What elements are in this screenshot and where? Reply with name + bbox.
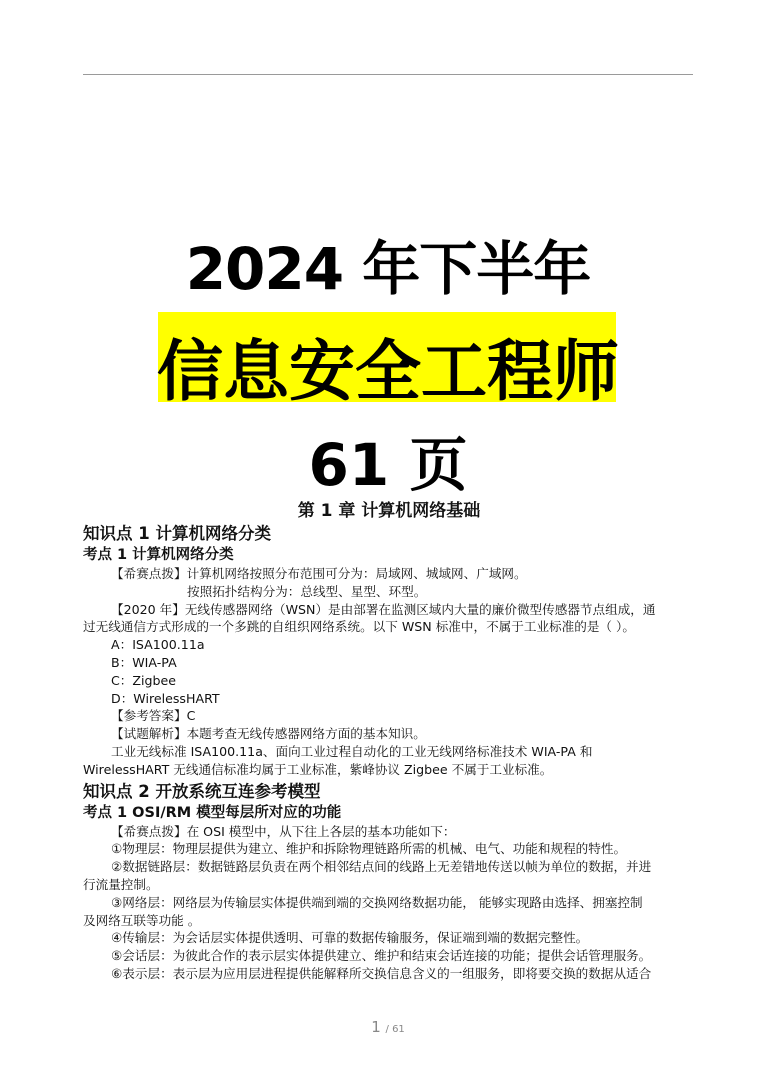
paragraph-line: 行流量控制。	[83, 876, 159, 892]
paragraph-line: ②数据链路层：数据链路层负责在两个相邻结点间的线路上无差错地传送以帧为单位的数据，并进	[111, 859, 652, 875]
paragraph-line: 【2020 年】无线传感器网络（WSN）是由部署在监测区域内大量的廉价微型传感器节点组成，通	[111, 601, 656, 617]
paragraph-line: ①物理层：物理层提供为建立、维护和拆除物理链路所需的机械、电气、功能和规程的特性。	[111, 841, 627, 857]
option-c: C：Zigbee	[111, 672, 176, 688]
current-page: 1	[371, 1018, 381, 1036]
header-divider	[83, 74, 693, 75]
paragraph-line: 及网络互联等功能 。	[83, 912, 201, 928]
paragraph-line: ⑥表示层：表示层为应用层进程提供能解释所交换信息含义的一组服务，即将要交换的数据从适合	[111, 965, 652, 981]
cover-year-title: 2024 年下半年	[185, 235, 591, 303]
cover-main-title: 信息安全工程师	[157, 333, 619, 410]
paragraph-line: 【希赛点拨】在 OSI 模型中，从下往上各层的基本功能如下：	[111, 823, 456, 839]
paragraph-line: ⑤会话层：为彼此合作的表示层实体提供建立、维护和结束会话连接的功能；提供会话管理服务。	[111, 948, 652, 964]
answer-line: 【参考答案】C	[111, 708, 196, 724]
section-heading: 知识点 2 开放系统互连参考模型	[83, 781, 321, 801]
paragraph-line: ④传输层：为会话层实体提供透明、可靠的数据传输服务，保证端到端的数据完整性。	[111, 930, 589, 946]
cover-page-count: 61 页	[308, 431, 468, 499]
analysis-line: 【试题解析】本题考查无线传感器网络方面的基本知识。	[111, 726, 426, 742]
chapter-heading: 第 1 章 计算机网络基础	[297, 501, 481, 521]
paragraph-line: 工业无线标准 ISA100.11a、面向工业过程自动化的工业无线网络标准技术 WIA-PA 和	[111, 743, 593, 759]
section-heading: 知识点 1 计算机网络分类	[83, 524, 271, 543]
paragraph-line: 【希赛点拨】计算机网络按照分布范围可分为：局域网、城域网、广域网。	[111, 566, 527, 581]
paragraph-line: 按照拓扑结构分为：总线型、星型、环型。	[187, 583, 427, 599]
subsection-heading: 考点 1 计算机网络分类	[83, 547, 234, 563]
paragraph-line: 过无线通信方式形成的一个多跳的自组织网络系统。以下 WSN 标准中，不属于工业标准的是（ ）。	[83, 619, 635, 635]
paragraph-line: ③网络层：网络层为传输层实体提供端到端的交换网络数据功能， 能够实现路由选择、拥塞控制	[111, 894, 643, 910]
option-a: A：ISA100.11a	[111, 637, 205, 653]
option-b: B：WIA-PA	[111, 654, 177, 670]
option-d: D：WirelessHART	[111, 690, 220, 706]
page-indicator	[0, 1018, 776, 1036]
paragraph-line: WirelessHART 无线通信标准均属于工业标准，紫峰协议 Zigbee 不属于工业标准。	[83, 761, 553, 777]
document-body	[83, 499, 695, 983]
subsection-heading: 考点 1 OSI/RM 模型每层所对应的功能	[83, 804, 342, 821]
total-pages: / 61	[385, 1024, 405, 1035]
